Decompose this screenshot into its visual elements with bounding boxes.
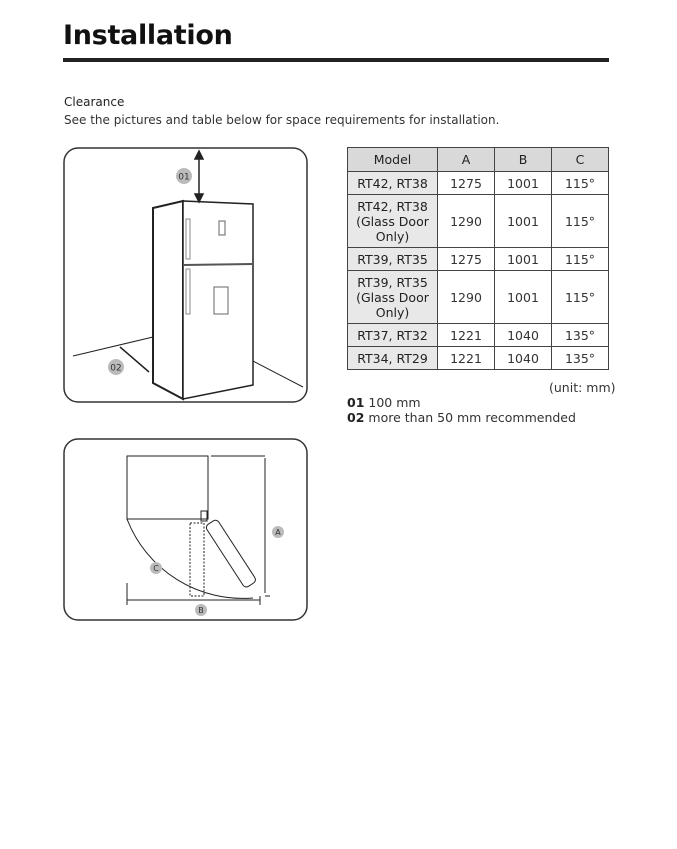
model-line: Only) — [375, 228, 410, 244]
label-c: C — [153, 564, 159, 573]
cell-model: RT37, RT32 — [348, 324, 438, 347]
cell-c: 115° — [552, 195, 609, 248]
cell-a: 1275 — [438, 248, 495, 271]
cell-c: 115° — [552, 271, 609, 324]
clearance-table — [347, 147, 609, 370]
cell-b: 1001 — [495, 248, 552, 271]
model-line: RT39, RT35 — [357, 274, 428, 290]
table-row — [348, 347, 609, 370]
model-line: Only) — [375, 304, 410, 320]
cell-model — [348, 271, 438, 324]
note-text: more than 50 mm recommended — [368, 410, 576, 425]
title-divider — [63, 58, 609, 62]
table-row — [348, 195, 609, 248]
unit-note: (unit: mm) — [549, 380, 616, 395]
cell-model: RT39, RT35 — [348, 248, 438, 271]
cell-b: 1040 — [495, 324, 552, 347]
cell-c: 115° — [552, 172, 609, 195]
refrigerator-illustration — [153, 201, 253, 399]
label-02: 02 — [110, 363, 122, 374]
cell-b: 1001 — [495, 271, 552, 324]
note-key: 01 — [347, 395, 365, 410]
section-description: See the pictures and table below for space requirements for installation. — [64, 113, 500, 127]
cell-b: 1040 — [495, 347, 552, 370]
section-heading: Clearance — [64, 95, 125, 109]
note-key: 02 — [347, 410, 365, 425]
table-row — [348, 271, 609, 324]
cell-a: 1221 — [438, 324, 495, 347]
table-row — [348, 172, 609, 195]
cell-a: 1275 — [438, 172, 495, 195]
cell-c: 135° — [552, 324, 609, 347]
cell-b: 1001 — [495, 195, 552, 248]
table-row — [348, 248, 609, 271]
header-b: B — [495, 148, 552, 172]
header-c: C — [552, 148, 609, 172]
cell-c: 115° — [552, 248, 609, 271]
label-a: A — [275, 528, 281, 537]
cell-a: 1221 — [438, 347, 495, 370]
cell-b: 1001 — [495, 172, 552, 195]
cell-c: 135° — [552, 347, 609, 370]
clearance-figure-fridge — [63, 147, 309, 404]
table-row — [348, 324, 609, 347]
note-01 — [347, 395, 421, 410]
cell-model — [348, 195, 438, 248]
clearance-figure-door-swing — [63, 438, 309, 622]
model-line: (Glass Door — [356, 289, 429, 305]
model-line: (Glass Door — [356, 213, 429, 229]
table-header-row — [348, 148, 609, 172]
model-line: RT42, RT38 — [357, 198, 428, 214]
header-model: Model — [348, 148, 438, 172]
note-02 — [347, 410, 576, 425]
label-b: B — [198, 606, 204, 615]
note-text: 100 mm — [368, 395, 421, 410]
header-a: A — [438, 148, 495, 172]
page-title: Installation — [63, 20, 233, 51]
cell-a: 1290 — [438, 195, 495, 248]
label-01: 01 — [178, 172, 190, 183]
cell-model: RT34, RT29 — [348, 347, 438, 370]
cell-a: 1290 — [438, 271, 495, 324]
cell-model: RT42, RT38 — [348, 172, 438, 195]
